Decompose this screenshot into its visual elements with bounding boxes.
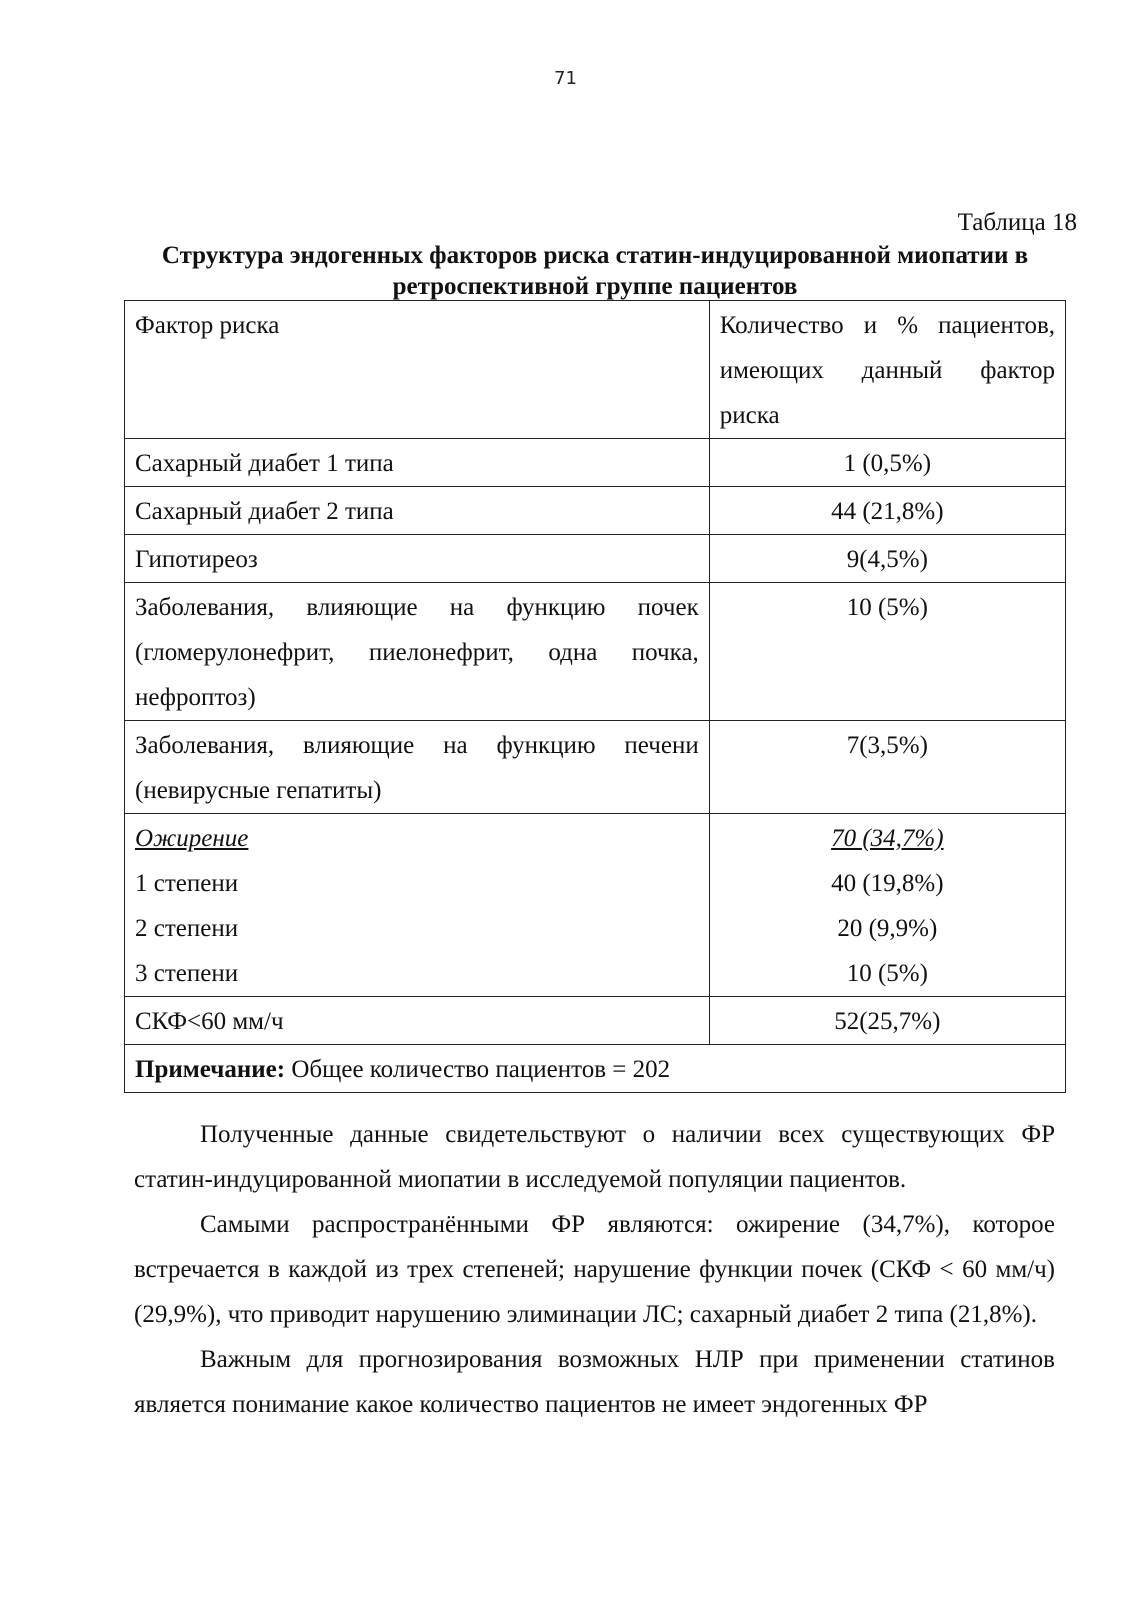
table-row-obesity	[125, 814, 1066, 997]
obesity-grade-value: 40 (19,8%)	[831, 870, 944, 897]
row-factor: Сахарный диабет 1 типа	[125, 439, 710, 487]
row-value	[709, 814, 1065, 997]
header-count-line: Количество и % пациентов,	[719, 312, 1055, 339]
obesity-grade-value: 20 (9,9%)	[837, 915, 938, 942]
table-row	[125, 487, 1066, 535]
paragraph: Важным для прогнозирования возможных НЛР при применении статинов является понимание какое количество пациентов не имеет эндогенных ФР	[134, 1346, 1055, 1418]
table-row	[125, 583, 1066, 721]
row-factor-line: (невирусные гепатиты)	[135, 777, 382, 804]
row-factor	[125, 583, 710, 721]
row-value: 10 (5%)	[709, 583, 1065, 721]
header-count	[709, 301, 1065, 439]
header-count-line: риска	[719, 402, 780, 429]
paragraph: Полученные данные свидетельствуют о наличии всех существующих ФР статин-индуцированной миопатии в исследуемой популяции пациентов.	[134, 1121, 1055, 1193]
row-value: 44 (21,8%)	[709, 487, 1065, 535]
obesity-grade-label: 2 степени	[135, 915, 239, 942]
obesity-grade-label: 3 степени	[135, 960, 239, 987]
row-factor-line: Заболевания, влияющие на функцию печени	[135, 732, 699, 759]
table-header-row	[125, 301, 1066, 439]
row-factor-line: (гломерулонефрит, пиелонефрит, одна почка,	[135, 639, 699, 666]
table-row	[125, 997, 1066, 1045]
table-note	[125, 1045, 1066, 1093]
row-factor-line: Заболевания, влияющие на функцию почек	[135, 594, 699, 621]
note-label: Примечание:	[135, 1056, 286, 1083]
obesity-label: Ожирение	[135, 825, 249, 852]
obesity-grade-value: 10 (5%)	[846, 960, 928, 987]
row-factor: Гипотиреоз	[125, 535, 710, 583]
table-row	[125, 439, 1066, 487]
row-value: 1 (0,5%)	[709, 439, 1065, 487]
risk-factors-table	[124, 300, 1066, 1093]
table-label: Таблица 18	[957, 209, 1077, 236]
row-factor: Сахарный диабет 2 типа	[125, 487, 710, 535]
paragraph: Самыми распространёнными ФР являются: ожирение (34,7%), которое встречается в каждой из трех степеней; нарушение функции почек (СКФ < 60 мм/ч) (29,9%), что приводит нарушению элиминации ЛС; сахарный диабет 2 типа (21,8%).	[134, 1211, 1055, 1328]
obesity-grade-label: 1 степени	[135, 870, 239, 897]
obesity-value: 70 (34,7%)	[831, 825, 944, 852]
table-row	[125, 721, 1066, 814]
row-value: 7(3,5%)	[709, 721, 1065, 814]
row-value: 52(25,7%)	[709, 997, 1065, 1045]
table-row	[125, 535, 1066, 583]
table-title: Структура эндогенных факторов риска статин-индуцированной миопатии в ретроспективной группе пациентов	[161, 242, 1029, 300]
row-factor	[125, 814, 710, 997]
row-factor	[125, 721, 710, 814]
header-count-line: имеющих данный фактор	[719, 357, 1055, 384]
row-value: 9(4,5%)	[709, 535, 1065, 583]
body-text	[134, 1112, 1055, 1427]
header-factor: Фактор риска	[125, 301, 710, 439]
row-factor-line: нефроптоз)	[135, 684, 256, 711]
table-note-row	[125, 1045, 1066, 1093]
note-text: Общее количество пациентов = 202	[285, 1056, 671, 1083]
page-number: 71	[554, 68, 577, 89]
row-factor: СКФ<60 мм/ч	[125, 997, 710, 1045]
